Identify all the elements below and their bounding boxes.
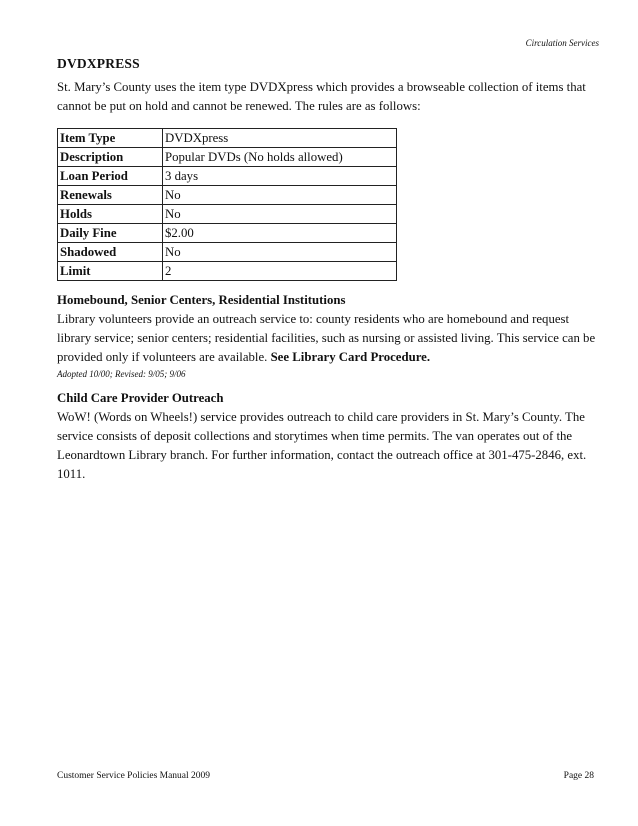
running-header: Circulation Services <box>525 38 599 48</box>
rule-label: Item Type <box>58 129 163 148</box>
table-row <box>58 205 397 224</box>
rule-value: $2.00 <box>163 224 397 243</box>
adoption-note: Adopted 10/00; Revised: 9/05; 9/06 <box>57 369 186 379</box>
table-row <box>58 148 397 167</box>
footer-manual-title: Customer Service Policies Manual 2009 <box>57 771 211 781</box>
page-content <box>57 56 602 484</box>
rule-value: DVDXpress <box>163 129 397 148</box>
table-row <box>58 262 397 281</box>
rule-label: Limit <box>58 262 163 281</box>
dvdxpress-rules-table <box>57 128 397 281</box>
dvdxpress-heading: DVDXPRESS <box>57 56 140 71</box>
childcare-body: WoW! (Words on Wheels!) service provides outreach to child care providers in St. Mary’s County. The service consists of deposit collections and storytimes when time permits. The van operates out of the Leonardtown Library branch. For further information, contact the outreach office at 301-475-2846, ext. 1011. <box>57 410 587 481</box>
rule-value: No <box>163 186 397 205</box>
childcare-section <box>57 389 602 484</box>
rule-value: No <box>163 205 397 224</box>
rule-value: No <box>163 243 397 262</box>
rule-value: Popular DVDs (No holds allowed) <box>163 148 397 167</box>
table-row <box>58 167 397 186</box>
table-row <box>58 129 397 148</box>
rule-label: Description <box>58 148 163 167</box>
rule-label: Daily Fine <box>58 224 163 243</box>
homebound-title: Homebound, Senior Centers, Residential Institutions <box>57 293 346 307</box>
rule-label: Loan Period <box>58 167 163 186</box>
rule-label: Holds <box>58 205 163 224</box>
rule-label: Renewals <box>58 186 163 205</box>
homebound-section <box>57 291 602 379</box>
table-row <box>58 224 397 243</box>
footer-page-number: Page 28 <box>563 771 594 781</box>
childcare-title: Child Care Provider Outreach <box>57 391 224 405</box>
dvdxpress-intro: St. Mary’s County uses the item type DVDXpress which provides a browseable collection of items that cannot be put on hold and cannot be renewed. The rules are as follows: <box>57 80 586 113</box>
table-row <box>58 243 397 262</box>
table-row <box>58 186 397 205</box>
rule-label: Shadowed <box>58 243 163 262</box>
homebound-body <box>57 310 602 367</box>
homebound-body-text: Library volunteers provide an outreach service to: county residents who are homebound and request library service; senior centers; residential facilities, such as nursing or assisted living. This service can be provided only if volunteers are available. <box>57 312 596 364</box>
rule-value: 3 days <box>163 167 397 186</box>
rule-value: 2 <box>163 262 397 281</box>
library-card-procedure-reference: See Library Card Procedure. <box>270 350 431 364</box>
